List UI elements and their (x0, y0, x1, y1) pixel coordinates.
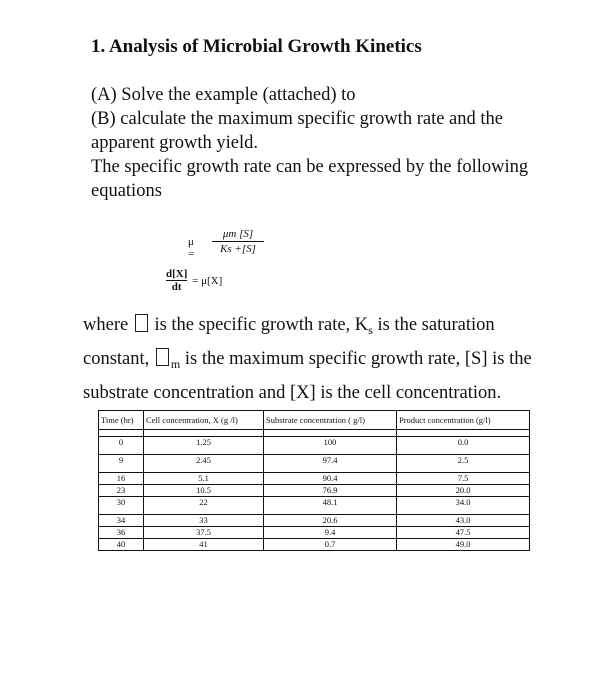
cell-p: 7.5 (397, 473, 530, 485)
subscript: m (170, 357, 181, 371)
table-row (99, 437, 530, 449)
col-header-time: Time (hr) (99, 411, 144, 430)
cell-time: 9 (99, 455, 144, 467)
cell-s: 97.4 (264, 455, 397, 467)
table-row (99, 497, 530, 509)
missing-glyph-box (135, 314, 148, 332)
cell-time: 30 (99, 497, 144, 509)
cell-p: 47.5 (397, 527, 530, 539)
growth-data-table (98, 410, 530, 551)
cell-s: 100 (264, 437, 397, 449)
definition-line-3: substrate concentration and [X] is the cell concentration. (83, 383, 502, 403)
cell-s: 76.9 (264, 485, 397, 497)
cell-x: 41 (144, 539, 264, 551)
definition-text: where (83, 315, 133, 335)
definition-line-2 (83, 345, 593, 379)
cell-p: 43.0 (397, 515, 530, 527)
cell-x: 10.5 (144, 485, 264, 497)
monod-denominator: Ks +[S] (220, 243, 256, 255)
definition-text: constant, (83, 349, 154, 369)
instruction-line-equations: The specific growth rate can be expressed by the following (91, 157, 529, 177)
definition-text: is the saturation (372, 315, 495, 335)
definitions-paragraph (83, 311, 593, 408)
instruction-line-a: (A) Solve the example (attached) to (91, 85, 356, 105)
cell-time: 34 (99, 515, 144, 527)
cell-time: 40 (99, 539, 144, 551)
monod-numerator: μm [S] (212, 228, 264, 242)
growth-rhs: = μ[X] (192, 274, 223, 287)
growth-fraction (166, 268, 187, 293)
cell-s: 20.6 (264, 515, 397, 527)
cell-time: 23 (99, 485, 144, 497)
missing-glyph-box (156, 348, 169, 366)
cell-x: 1.25 (144, 437, 264, 449)
definition-text: is the specific growth rate, K (149, 315, 369, 335)
table-row (99, 473, 530, 485)
cell-s: 90.4 (264, 473, 397, 485)
cell-time: 36 (99, 527, 144, 539)
monod-fraction (212, 228, 264, 255)
table-row (99, 527, 530, 539)
cell-x: 37.5 (144, 527, 264, 539)
cell-x: 2.45 (144, 455, 264, 467)
cell-p: 49.0 (397, 539, 530, 551)
instructions-paragraph (91, 83, 591, 203)
cell-time: 16 (99, 473, 144, 485)
definition-text: is the maximum specific growth rate, [S] is the (180, 349, 532, 369)
cell-p: 0.0 (397, 437, 530, 449)
definition-line-1 (83, 311, 593, 345)
cell-x: 33 (144, 515, 264, 527)
cell-time: 0 (99, 437, 144, 449)
table-header-row (99, 411, 530, 430)
growth-denominator: dt (171, 281, 182, 293)
monod-lhs: μ = (188, 236, 195, 260)
table-row (99, 539, 530, 551)
growth-equation (166, 268, 222, 293)
cell-s: 48.1 (264, 497, 397, 509)
cell-s: 0.7 (264, 539, 397, 551)
col-header-cell: Cell concentration, X (g /l) (144, 411, 264, 430)
instruction-line-equations-cont: equations (91, 181, 162, 201)
table-row (99, 515, 530, 527)
col-header-substrate: Substrate concentration ( g/l) (264, 411, 397, 430)
col-header-product: Product concentration (g/l) (397, 411, 530, 430)
cell-x: 5.1 (144, 473, 264, 485)
growth-numerator: d[X] (166, 268, 188, 280)
page-title: 1. Analysis of Microbial Growth Kinetics (91, 36, 422, 57)
subscript: s (368, 323, 373, 337)
table-row (99, 455, 530, 467)
cell-s: 9.4 (264, 527, 397, 539)
table-row (99, 485, 530, 497)
cell-p: 34.0 (397, 497, 530, 509)
instruction-line-b-cont: apparent growth yield. (91, 133, 258, 153)
cell-p: 2.5 (397, 455, 530, 467)
instruction-line-b: (B) calculate the maximum specific growth rate and the (91, 109, 503, 129)
cell-x: 22 (144, 497, 264, 509)
cell-p: 20.0 (397, 485, 530, 497)
